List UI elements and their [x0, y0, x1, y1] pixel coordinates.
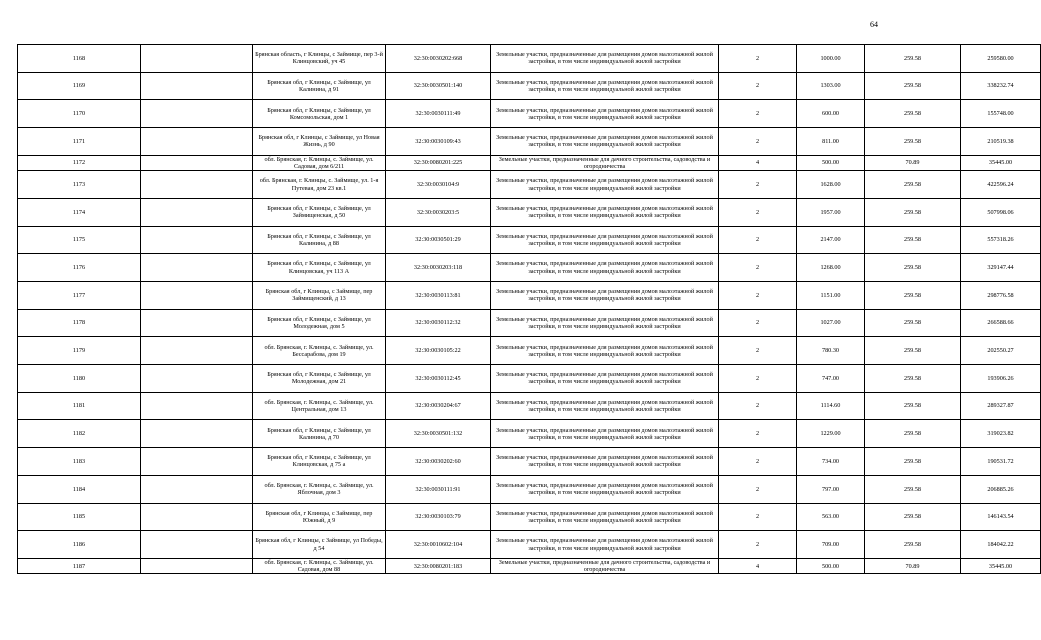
cadastral-number-cell: 32:30:0030112:45: [386, 365, 491, 393]
use-group-cell: 2: [719, 531, 797, 559]
row-number-cell: 1168: [18, 45, 141, 73]
row-number-cell: 1176: [18, 254, 141, 282]
cadastral-value-cell: 319023.82: [961, 420, 1041, 448]
land-use-cell: Земельные участки, предназначенные для размещения домов малоэтажной жилой застройки, в том числе индивидуальной жилой застройки: [491, 309, 719, 337]
blank-cell: [141, 558, 253, 574]
row-number-cell: 1178: [18, 309, 141, 337]
row-number-cell: 1174: [18, 198, 141, 226]
use-group-cell: 2: [719, 420, 797, 448]
address-cell: Брянская обл, г Клинцы, с Займище, ул Займищенская, д 50: [253, 198, 386, 226]
blank-cell: [141, 531, 253, 559]
cadastral-number-cell: 32:30:0030103:79: [386, 503, 491, 531]
address-cell: обл. Брянская, г. Клинцы, с. Займище, ул. Садовая, дом 88: [253, 558, 386, 574]
table-row: [18, 558, 1041, 574]
land-use-cell: Земельные участки, предназначенные для размещения домов малоэтажной жилой застройки, в том числе индивидуальной жилой застройки: [491, 171, 719, 199]
specific-value-cell: 259.58: [865, 254, 961, 282]
land-use-cell: Земельные участки, предназначенные для размещения домов малоэтажной жилой застройки, в том числе индивидуальной жилой застройки: [491, 365, 719, 393]
row-number-cell: 1172: [18, 155, 141, 171]
area-cell: 600.00: [797, 100, 865, 128]
address-cell: обл. Брянская, г. Клинцы, с. Займище, ул. 1-я Путевая, дом 23 кв.1: [253, 171, 386, 199]
address-cell: Брянская обл, г Клинцы, с Займище, ул Молодежная, дом 5: [253, 309, 386, 337]
area-cell: 1303.00: [797, 72, 865, 100]
area-cell: 797.00: [797, 475, 865, 503]
cadastral-number-cell: 32:30:0030202:668: [386, 45, 491, 73]
blank-cell: [141, 254, 253, 282]
cadastral-value-cell: 155748.00: [961, 100, 1041, 128]
use-group-cell: 2: [719, 282, 797, 310]
cadastral-value-cell: 266588.66: [961, 309, 1041, 337]
area-cell: 1151.00: [797, 282, 865, 310]
table-row: [18, 420, 1041, 448]
blank-cell: [141, 226, 253, 254]
cadastral-number-cell: 32:30:0010602:104: [386, 531, 491, 559]
blank-cell: [141, 100, 253, 128]
row-number-cell: 1169: [18, 72, 141, 100]
cadastral-value-cell: 35445.00: [961, 155, 1041, 171]
address-cell: Брянская обл, г Клинцы, с Займище, ул Клинцовская, д 75 а: [253, 448, 386, 476]
cadastral-value-cell: 184042.22: [961, 531, 1041, 559]
use-group-cell: 2: [719, 392, 797, 420]
area-cell: 1000.00: [797, 45, 865, 73]
row-number-cell: 1185: [18, 503, 141, 531]
land-use-cell: Земельные участки, предназначенные для дачного строительства, садоводства и огородничества: [491, 558, 719, 574]
land-plot-table: [17, 44, 1041, 574]
cadastral-value-cell: 557318.26: [961, 226, 1041, 254]
area-cell: 811.00: [797, 128, 865, 156]
cadastral-number-cell: 32:30:0030105:22: [386, 337, 491, 365]
address-cell: обл. Брянская, г. Клинцы, с. Займище, ул. Садовая, дом 6/211: [253, 155, 386, 171]
use-group-cell: 2: [719, 337, 797, 365]
land-use-cell: Земельные участки, предназначенные для размещения домов малоэтажной жилой застройки, в том числе индивидуальной жилой застройки: [491, 45, 719, 73]
specific-value-cell: 259.58: [865, 100, 961, 128]
use-group-cell: 2: [719, 128, 797, 156]
blank-cell: [141, 72, 253, 100]
cadastral-value-cell: 206885.26: [961, 475, 1041, 503]
cadastral-value-cell: 35445.00: [961, 558, 1041, 574]
table-row: [18, 448, 1041, 476]
table-row: [18, 503, 1041, 531]
table-row: [18, 155, 1041, 171]
cadastral-number-cell: 32:30:0030111:49: [386, 100, 491, 128]
blank-cell: [141, 128, 253, 156]
use-group-cell: 2: [719, 475, 797, 503]
land-use-cell: Земельные участки, предназначенные для дачного строительства, садоводства и огородничества: [491, 155, 719, 171]
land-use-cell: Земельные участки, предназначенные для размещения домов малоэтажной жилой застройки, в том числе индивидуальной жилой застройки: [491, 254, 719, 282]
row-number-cell: 1171: [18, 128, 141, 156]
table-row: [18, 100, 1041, 128]
cadastral-number-cell: 32:30:0030501:29: [386, 226, 491, 254]
address-cell: Брянская обл, г Клинцы, с Займище, пер Займищенский, д 13: [253, 282, 386, 310]
use-group-cell: 2: [719, 365, 797, 393]
blank-cell: [141, 475, 253, 503]
cadastral-number-cell: 32:30:0080201:225: [386, 155, 491, 171]
address-cell: Брянская обл, г Клинцы, с Займище, ул Комсомольская, дом 1: [253, 100, 386, 128]
specific-value-cell: 70.89: [865, 558, 961, 574]
table-row: [18, 45, 1041, 73]
cadastral-value-cell: 507998.06: [961, 198, 1041, 226]
cadastral-value-cell: 210519.38: [961, 128, 1041, 156]
blank-cell: [141, 448, 253, 476]
cadastral-value-cell: 329147.44: [961, 254, 1041, 282]
blank-cell: [141, 337, 253, 365]
address-cell: Брянская обл, г Клинцы, с Займище, пер Южный, д 9: [253, 503, 386, 531]
table-row: [18, 309, 1041, 337]
address-cell: Брянская обл, г Клинцы, с Займище, ул Победы, д 54: [253, 531, 386, 559]
specific-value-cell: 259.58: [865, 128, 961, 156]
land-use-cell: Земельные участки, предназначенные для размещения домов малоэтажной жилой застройки, в том числе индивидуальной жилой застройки: [491, 448, 719, 476]
row-number-cell: 1175: [18, 226, 141, 254]
land-use-cell: Земельные участки, предназначенные для размещения домов малоэтажной жилой застройки, в том числе индивидуальной жилой застройки: [491, 531, 719, 559]
row-number-cell: 1181: [18, 392, 141, 420]
land-use-cell: Земельные участки, предназначенные для размещения домов малоэтажной жилой застройки, в том числе индивидуальной жилой застройки: [491, 503, 719, 531]
address-cell: Брянская обл, г Клинцы, с Займище, ул Калинина, д 70: [253, 420, 386, 448]
cadastral-number-cell: 32:30:0030109:43: [386, 128, 491, 156]
cadastral-number-cell: 32:30:0030203:5: [386, 198, 491, 226]
area-cell: 734.00: [797, 448, 865, 476]
address-cell: Брянская область, г Клинцы, с Займище, пер 3-й Клинцовский, уч 45: [253, 45, 386, 73]
area-cell: 1229.00: [797, 420, 865, 448]
area-cell: 1957.00: [797, 198, 865, 226]
specific-value-cell: 259.58: [865, 309, 961, 337]
table-row: [18, 392, 1041, 420]
cadastral-value-cell: 338232.74: [961, 72, 1041, 100]
page-number: 64: [870, 20, 878, 29]
row-number-cell: 1186: [18, 531, 141, 559]
use-group-cell: 2: [719, 503, 797, 531]
cadastral-value-cell: 422596.24: [961, 171, 1041, 199]
blank-cell: [141, 171, 253, 199]
specific-value-cell: 259.58: [865, 531, 961, 559]
row-number-cell: 1182: [18, 420, 141, 448]
blank-cell: [141, 282, 253, 310]
cadastral-number-cell: 32:30:0030111:91: [386, 475, 491, 503]
area-cell: 1628.00: [797, 171, 865, 199]
specific-value-cell: 259.58: [865, 226, 961, 254]
land-use-cell: Земельные участки, предназначенные для размещения домов малоэтажной жилой застройки, в том числе индивидуальной жилой застройки: [491, 420, 719, 448]
cadastral-value-cell: 289327.87: [961, 392, 1041, 420]
specific-value-cell: 259.58: [865, 282, 961, 310]
blank-cell: [141, 45, 253, 73]
address-cell: Брянская обл, г Клинцы, с Займище, ул Новая Жизнь, д 90: [253, 128, 386, 156]
table-row: [18, 198, 1041, 226]
land-use-cell: Земельные участки, предназначенные для размещения домов малоэтажной жилой застройки, в том числе индивидуальной жилой застройки: [491, 392, 719, 420]
blank-cell: [141, 155, 253, 171]
cadastral-number-cell: 32:30:0030104:9: [386, 171, 491, 199]
address-cell: обл. Брянская, г. Клинцы, с. Займище, ул. Бессарабова, дом 19: [253, 337, 386, 365]
table-row: [18, 531, 1041, 559]
use-group-cell: 4: [719, 558, 797, 574]
blank-cell: [141, 420, 253, 448]
table-row: [18, 337, 1041, 365]
row-number-cell: 1180: [18, 365, 141, 393]
use-group-cell: 2: [719, 171, 797, 199]
table-body: [18, 45, 1041, 574]
land-use-cell: Земельные участки, предназначенные для размещения домов малоэтажной жилой застройки, в том числе индивидуальной жилой застройки: [491, 337, 719, 365]
cadastral-number-cell: 32:30:0080201:183: [386, 558, 491, 574]
specific-value-cell: 259.58: [865, 72, 961, 100]
cadastral-number-cell: 32:30:0030112:32: [386, 309, 491, 337]
address-cell: обл. Брянская, г. Клинцы, с. Займище, ул. Яблочная, дом 3: [253, 475, 386, 503]
specific-value-cell: 259.58: [865, 392, 961, 420]
specific-value-cell: 259.58: [865, 503, 961, 531]
use-group-cell: 2: [719, 72, 797, 100]
specific-value-cell: 259.58: [865, 448, 961, 476]
cadastral-number-cell: 32:30:0030501:140: [386, 72, 491, 100]
area-cell: 1027.00: [797, 309, 865, 337]
area-cell: 1114.60: [797, 392, 865, 420]
specific-value-cell: 259.58: [865, 337, 961, 365]
area-cell: 747.00: [797, 365, 865, 393]
specific-value-cell: 259.58: [865, 198, 961, 226]
blank-cell: [141, 503, 253, 531]
use-group-cell: 2: [719, 100, 797, 128]
area-cell: 709.00: [797, 531, 865, 559]
table-row: [18, 128, 1041, 156]
area-cell: 2147.00: [797, 226, 865, 254]
area-cell: 500.00: [797, 558, 865, 574]
address-cell: Брянская обл, г Клинцы, с Займище, ул Молодежная, дом 21: [253, 365, 386, 393]
address-cell: Брянская обл, г Клинцы, с Займище, ул Калинина, д 91: [253, 72, 386, 100]
land-use-cell: Земельные участки, предназначенные для размещения домов малоэтажной жилой застройки, в том числе индивидуальной жилой застройки: [491, 72, 719, 100]
address-cell: обл. Брянская, г. Клинцы, с. Займище, ул. Центральная, дом 13: [253, 392, 386, 420]
row-number-cell: 1179: [18, 337, 141, 365]
use-group-cell: 2: [719, 309, 797, 337]
land-use-cell: Земельные участки, предназначенные для размещения домов малоэтажной жилой застройки, в том числе индивидуальной жилой застройки: [491, 475, 719, 503]
address-cell: Брянская обл, г Клинцы, с Займище, ул Калинина, д 88: [253, 226, 386, 254]
land-use-cell: Земельные участки, предназначенные для размещения домов малоэтажной жилой застройки, в том числе индивидуальной жилой застройки: [491, 100, 719, 128]
area-cell: 500.00: [797, 155, 865, 171]
table-row: [18, 254, 1041, 282]
cadastral-value-cell: 259580.00: [961, 45, 1041, 73]
use-group-cell: 2: [719, 254, 797, 282]
cadastral-value-cell: 202550.27: [961, 337, 1041, 365]
area-cell: 563.00: [797, 503, 865, 531]
land-use-cell: Земельные участки, предназначенные для размещения домов малоэтажной жилой застройки, в том числе индивидуальной жилой застройки: [491, 226, 719, 254]
cadastral-value-cell: 146143.54: [961, 503, 1041, 531]
specific-value-cell: 259.58: [865, 365, 961, 393]
table-row: [18, 226, 1041, 254]
land-use-cell: Земельные участки, предназначенные для размещения домов малоэтажной жилой застройки, в том числе индивидуальной жилой застройки: [491, 282, 719, 310]
land-use-cell: Земельные участки, предназначенные для размещения домов малоэтажной жилой застройки, в том числе индивидуальной жилой застройки: [491, 128, 719, 156]
row-number-cell: 1170: [18, 100, 141, 128]
specific-value-cell: 259.58: [865, 475, 961, 503]
blank-cell: [141, 392, 253, 420]
use-group-cell: 4: [719, 155, 797, 171]
blank-cell: [141, 309, 253, 337]
use-group-cell: 2: [719, 198, 797, 226]
land-use-cell: Земельные участки, предназначенные для размещения домов малоэтажной жилой застройки, в том числе индивидуальной жилой застройки: [491, 198, 719, 226]
row-number-cell: 1187: [18, 558, 141, 574]
cadastral-value-cell: 190531.72: [961, 448, 1041, 476]
cadastral-value-cell: 298776.58: [961, 282, 1041, 310]
area-cell: 780.30: [797, 337, 865, 365]
cadastral-value-cell: 193906.26: [961, 365, 1041, 393]
cadastral-number-cell: 32:30:0030113:81: [386, 282, 491, 310]
specific-value-cell: 70.89: [865, 155, 961, 171]
specific-value-cell: 259.58: [865, 171, 961, 199]
cadastral-number-cell: 32:30:0030501:132: [386, 420, 491, 448]
table-row: [18, 72, 1041, 100]
table-row: [18, 282, 1041, 310]
row-number-cell: 1184: [18, 475, 141, 503]
area-cell: 1268.00: [797, 254, 865, 282]
address-cell: Брянская обл, г Клинцы, с Займище, ул Клинцовская, уч 113 А: [253, 254, 386, 282]
cadastral-number-cell: 32:30:0030204:67: [386, 392, 491, 420]
specific-value-cell: 259.58: [865, 45, 961, 73]
cadastral-number-cell: 32:30:0030203:118: [386, 254, 491, 282]
row-number-cell: 1177: [18, 282, 141, 310]
specific-value-cell: 259.58: [865, 420, 961, 448]
table-row: [18, 171, 1041, 199]
blank-cell: [141, 198, 253, 226]
use-group-cell: 2: [719, 226, 797, 254]
blank-cell: [141, 365, 253, 393]
use-group-cell: 2: [719, 448, 797, 476]
table-row: [18, 365, 1041, 393]
table-row: [18, 475, 1041, 503]
row-number-cell: 1183: [18, 448, 141, 476]
row-number-cell: 1173: [18, 171, 141, 199]
use-group-cell: 2: [719, 45, 797, 73]
cadastral-number-cell: 32:30:0030202:60: [386, 448, 491, 476]
